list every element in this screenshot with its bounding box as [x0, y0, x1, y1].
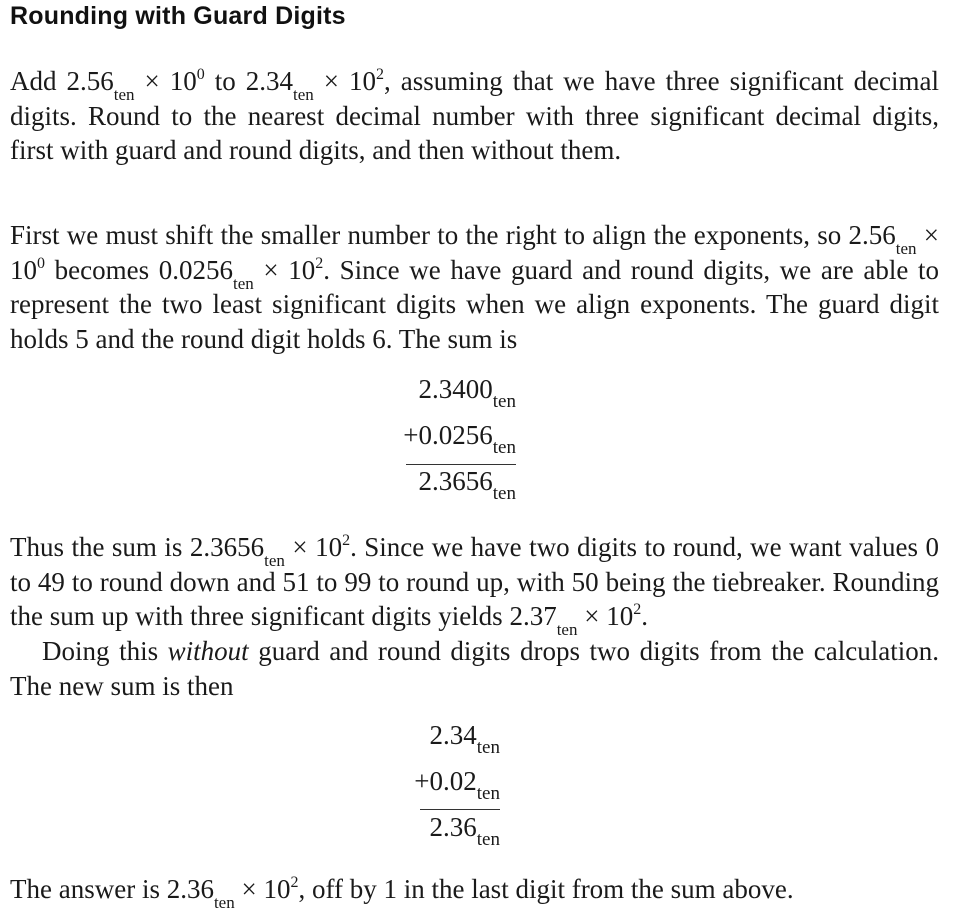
- sum-rule-line: [406, 464, 516, 465]
- sum-rule-line: [420, 809, 500, 810]
- addend-1: $2.3400_{ten}$: [418, 374, 516, 412]
- problem-statement: Add $2.56_{ten} \times 10^0$ to $2.34_{ten} \times 10^2$, assuming that we have three significant decimal digits. Round to the nearest decimal number with three significant decimal digits, first with guard and round digits, and then without them.: [10, 66, 940, 165]
- section-heading: Rounding with Guard Digits: [10, 2, 346, 30]
- alignment-explanation: First we must shift the smaller number to the right to align the exponents, so $2.56_{ten} \times 10^0$ becomes $0.0256_{ten} \times 10^2$. Since we have guard and round digits, we are able to represent the two least significant digits when we align exponents. The guard digit holds 5 and the round digit holds 6. The sum is: [10, 220, 940, 354]
- rounding-explanation: Thus the sum is $2.3656_{ten} \times 10^2$. Since we have two digits to round, we want values 0 to 49 to round down and 51 to 99 to round up, with 50 being the tiebreaker. Rounding the sum up with three significant digits yields $2.37_{ten} \times 10^2$.: [10, 532, 940, 639]
- sum-result: $2.36_{ten}$: [429, 812, 500, 850]
- addend-2: $+0.0256_{ten}$: [403, 420, 516, 458]
- sum-result: $2.3656_{ten}$: [418, 466, 516, 504]
- conclusion: The answer is $2.36_{ten} \times 10^2$, off by 1 in the last digit from the sum above.: [10, 874, 794, 912]
- addend-1: $2.34_{ten}$: [429, 720, 500, 758]
- sum-without-guard-digits: [388, 712, 500, 850]
- without-guard-explanation: Doing this without guard and round digits drops two digits from the calculation. The new sum is then: [10, 636, 939, 701]
- sum-with-guard-digits: [372, 366, 516, 504]
- addend-2: $+0.02_{ten}$: [414, 766, 500, 804]
